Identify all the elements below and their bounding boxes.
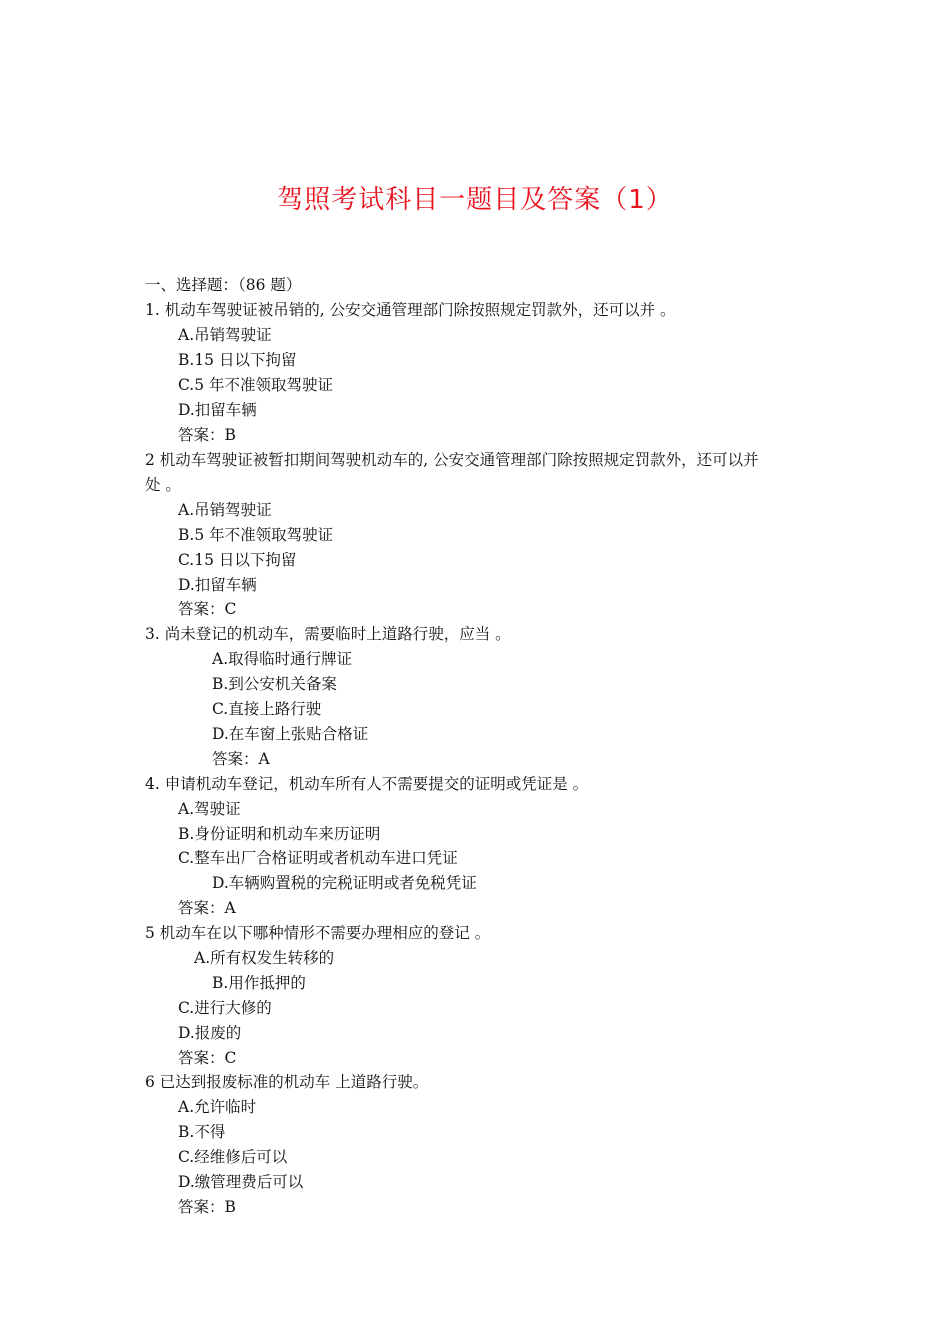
question-6-stem: 6 已达到报废标准的机动车 上道路行驶。 — [145, 1073, 429, 1091]
page-title: 驾照考试科目一题目及答案（1） — [277, 185, 673, 215]
question-2-option-d: D.扣留车辆 — [178, 576, 257, 594]
question-1-option-c: C.5 年不准领取驾驶证 — [178, 376, 334, 394]
question-3-answer: 答案：A — [212, 750, 270, 768]
question-5-stem: 5 机动车在以下哪种情形不需要办理相应的登记 。 — [145, 924, 491, 942]
question-2-stem-line2: 处 。 — [145, 476, 181, 494]
question-2-answer: 答案：C — [178, 600, 237, 618]
question-6-option-d: D.缴管理费后可以 — [178, 1173, 304, 1191]
question-1-option-a: A.吊销驾驶证 — [178, 326, 272, 344]
question-5-answer: 答案：C — [178, 1049, 237, 1067]
question-4-option-c: C.整车出厂合格证明或者机动车进口凭证 — [178, 849, 458, 867]
question-1-option-d: D.扣留车辆 — [178, 401, 257, 419]
question-5-option-a: A.所有权发生转移的 — [194, 949, 335, 967]
section-heading: 一、选择题：（86 题） — [145, 276, 302, 294]
question-4-option-b: B.身份证明和机动车来历证明 — [178, 825, 381, 843]
question-6-answer: 答案：B — [178, 1198, 236, 1216]
question-5-option-b: B.用作抵押的 — [212, 974, 306, 992]
question-4-answer: 答案：A — [178, 899, 236, 917]
question-1-option-b: B.15 日以下拘留 — [178, 351, 297, 369]
question-1-answer: 答案：B — [178, 426, 236, 444]
question-3-option-c: C.直接上路行驶 — [212, 700, 322, 718]
question-3-option-b: B.到公安机关备案 — [212, 675, 337, 693]
question-5-option-c: C.进行大修的 — [178, 999, 272, 1017]
question-3-option-d: D.在车窗上张贴合格证 — [212, 725, 369, 743]
question-2-option-b: B.5 年不准领取驾驶证 — [178, 526, 334, 544]
question-6-option-a: A.允许临时 — [178, 1098, 257, 1116]
question-4-option-a: A.驾驶证 — [178, 800, 241, 818]
question-3-stem: 3. 尚未登记的机动车，需要临时上道路行驶，应当 。 — [145, 625, 511, 643]
question-4-stem: 4. 申请机动车登记，机动车所有人不需要提交的证明或凭证是 。 — [145, 775, 589, 793]
question-6-option-c: C.经维修后可以 — [178, 1148, 288, 1166]
question-2-option-a: A.吊销驾驶证 — [178, 501, 272, 519]
question-5-option-d: D.报废的 — [178, 1024, 242, 1042]
question-1-stem: 1. 机动车驾驶证被吊销的, 公安交通管理部门除按照规定罚款外，还可以并 。 — [145, 301, 676, 319]
question-3-option-a: A.取得临时通行牌证 — [212, 650, 353, 668]
question-4-option-d: D.车辆购置税的完税证明或者免税凭证 — [212, 874, 477, 892]
question-2-option-c: C.15 日以下拘留 — [178, 551, 297, 569]
question-2-stem-line1: 2 机动车驾驶证被暂扣期间驾驶机动车的, 公安交通管理部门除按照规定罚款外，还可以并 — [145, 451, 759, 469]
question-6-option-b: B.不得 — [178, 1123, 226, 1141]
